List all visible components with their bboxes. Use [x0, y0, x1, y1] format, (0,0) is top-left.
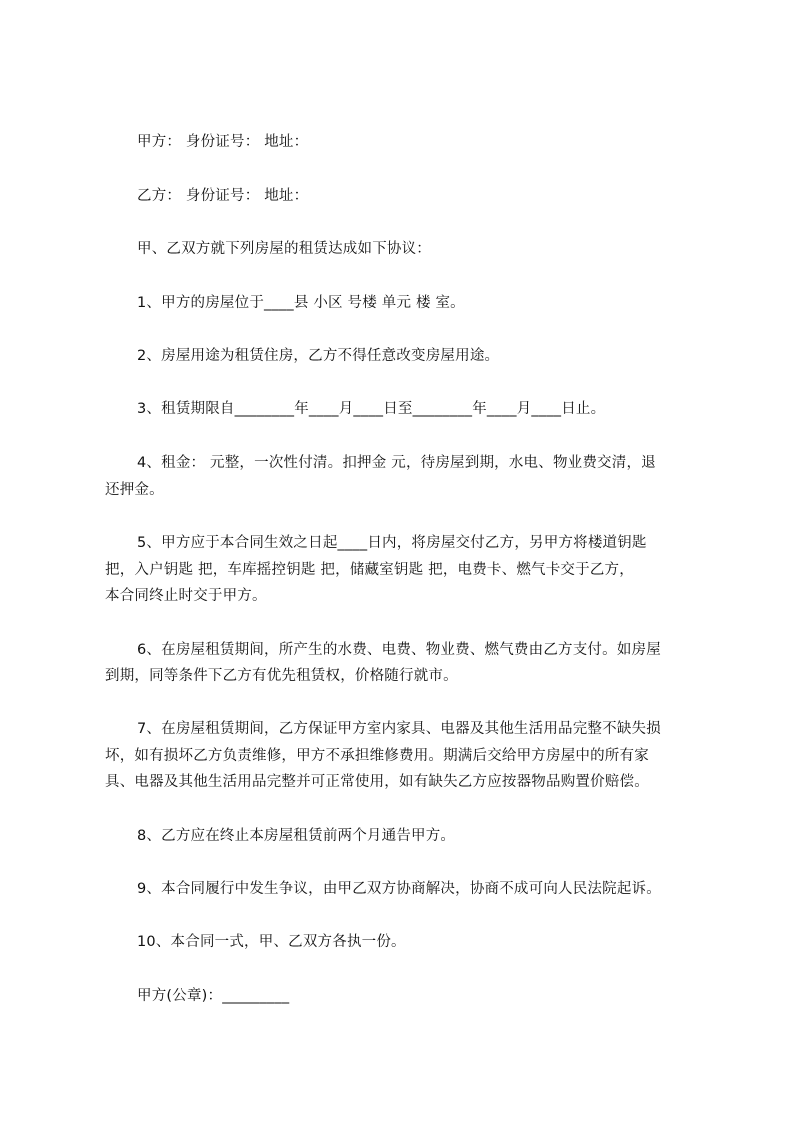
clause-5-line-3: 本合同终止时交于甲方。 [105, 588, 267, 604]
clause-1-line-1: 1、甲方的房屋位于____县 小区 号楼 单元 楼 室。 [137, 295, 465, 311]
clause-6-line-2: 到期，同等条件下乙方有优先租赁权，价格随行就市。 [105, 668, 458, 684]
clause-5-line-2: 把，入户钥匙 把，车库摇控钥匙 把，储藏室钥匙 把，电费卡、燃气卡交于乙方， [105, 562, 634, 578]
clause-4-line-2: 还押金。 [105, 482, 164, 498]
clause-9-line-1: 9、本合同履行中发生争议，由甲乙双方协商解决，协商不成可向人民法院起诉。 [137, 881, 661, 897]
clause-7-line-1: 7、在房屋租赁期间，乙方保证甲方室内家具、电器及其他生活用品完整不缺失损 [137, 721, 661, 737]
clause-8-line-1: 8、乙方应在终止本房屋租赁前两个月通告甲方。 [137, 828, 456, 844]
clause-4-line-1: 4、租金： 元整，一次性付清。扣押金 元，待房屋到期，水电、物业费交清，退 [137, 455, 656, 471]
clause-5-line-1: 5、甲方应于本合同生效之日起____日内，将房屋交付乙方，另甲方将楼道钥匙 [137, 535, 647, 551]
party-a-line: 甲方： 身份证号： 地址： [137, 134, 309, 150]
clause-6-line-1: 6、在房屋租赁期间，所产生的水费、电费、物业费、燃气费由乙方支付。如房屋 [137, 642, 661, 658]
clause-3-line-1: 3、租赁期限自________年____月____日至________年____月____日止。 [137, 401, 606, 417]
clause-10-line-1: 10、本合同一式，甲、乙双方各执一份。 [137, 934, 406, 950]
clause-7-line-3: 具、电器及其他生活用品完整并可正常使用，如有缺失乙方应按器物品购置价赔偿。 [105, 774, 649, 790]
party-b-line: 乙方： 身份证号： 地址： [137, 188, 309, 204]
intro-line: 甲、乙双方就下列房屋的租赁达成如下协议： [137, 241, 431, 257]
signature-party-a: 甲方(公章)：_________ [137, 988, 290, 1004]
clause-7-line-2: 坏，如有损坏乙方负责维修，甲方不承担维修费用。期满后交给甲方房屋中的所有家 [105, 748, 649, 764]
clause-2-line-1: 2、房屋用途为租赁住房，乙方不得任意改变房屋用途。 [137, 348, 500, 364]
